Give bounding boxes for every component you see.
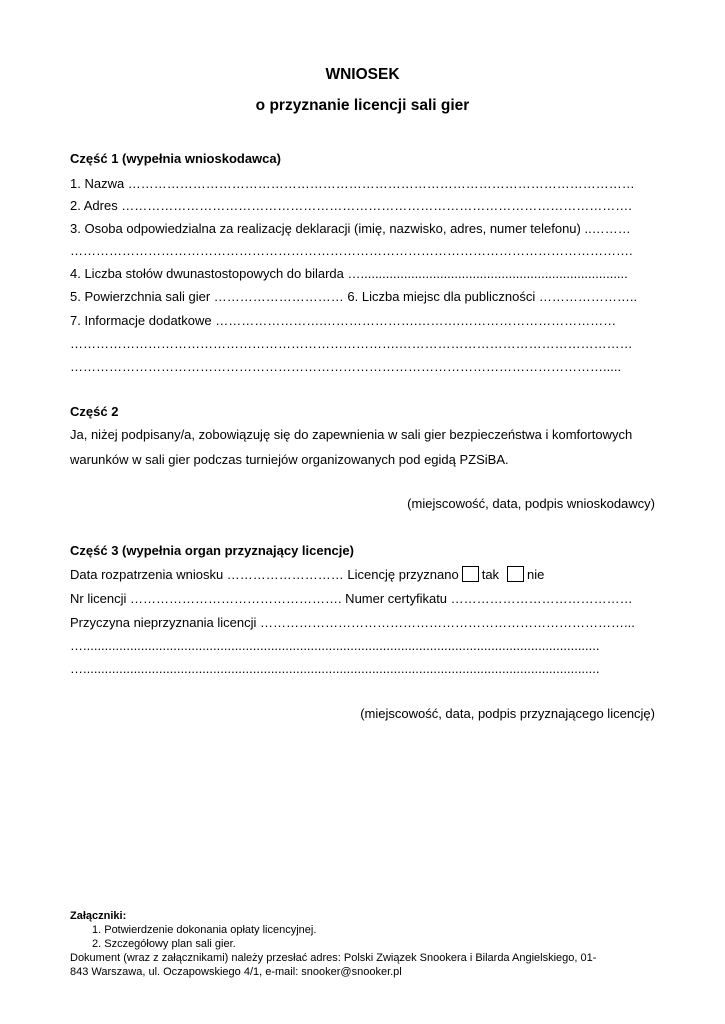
declaration-text-line1: Ja, niżej podpisany/a, zobowiązuję się do zapewnienia w sali gier bezpieczeństwa i komfortowych — [70, 427, 633, 442]
refusal-reason-continuation-1: …............................................................................................................................................... — [70, 638, 600, 653]
declaration-text-line2: warunków w sali gier podczas turniejów organizowanych pod egidą PZSiBA. — [70, 452, 509, 467]
granted-no-label: nie — [527, 567, 545, 582]
address-line: 2. Adres ………………………………………………………………………………………………………. — [70, 198, 632, 213]
document-subtitle: o przyznanie licencji sali gier — [255, 97, 470, 114]
document-title: WNIOSEK — [325, 66, 400, 83]
decision-line — [70, 566, 544, 582]
part3-heading: Część 3 (wypełnia organ przyznający licencje) — [70, 543, 354, 558]
attachment-item-2: 2. Szczegółowy plan sali gier. — [92, 938, 236, 950]
additional-info-continuation-1: ………………………………………………………………….……………………………………………… — [70, 336, 633, 351]
tables-count-line: 4. Liczba stołów dwunastostopowych do bilarda ….......................................................................... — [70, 266, 628, 281]
decision-date-label: Data rozpatrzenia wniosku ……………………… Licencję przyznano — [70, 567, 459, 582]
license-number-line: Nr licencji …………………………………………. Numer certyfikatu …………………………………… — [70, 591, 633, 606]
submission-note-line1: Dokument (wraz z załącznikami) należy przesłać adres: Polski Związek Snookera i Bilarda Angielskiego, 01- — [70, 952, 597, 964]
submission-note-line2: 843 Warszawa, ul. Oczapowskiego 4/1, e-mail: snooker@snooker.pl — [70, 966, 402, 978]
granted-no-checkbox[interactable] — [507, 566, 524, 582]
part1-heading: Część 1 (wypełnia wnioskodawca) — [70, 151, 281, 166]
attachment-item-1: 1. Potwierdzenie dokonania opłaty licencyjnej. — [92, 924, 317, 936]
area-seats-line: 5. Powierzchnia sali gier ………………………… 6. Liczba miejsc dla publiczności ………………….. — [70, 289, 638, 304]
responsible-person-continuation: …………………………………………………………………………………………………………………. — [70, 243, 633, 258]
granted-yes-label: tak — [481, 567, 500, 582]
responsible-person-line: 3. Osoba odpowiedzialna za realizację deklaracji (imię, nazwisko, adres, numer telefonu) ..……… — [70, 221, 631, 236]
applicant-signature-caption: (miejscowość, data, podpis wnioskodawcy) — [407, 496, 655, 511]
authority-signature-caption: (miejscowość, data, podpis przyznającego licencję) — [360, 706, 655, 721]
name-line: 1. Nazwa ……………………………………………………………………………………………………… — [70, 176, 635, 191]
refusal-reason-line: Przyczyna nieprzyznania licencji …………………………………………………………………………... — [70, 615, 635, 630]
part2-heading: Część 2 — [70, 404, 119, 419]
refusal-reason-continuation-2: …............................................................................................................................................... — [70, 661, 600, 676]
additional-info-line: 7. Informacje dodatkowe …………………….………………….……….……………………………… — [70, 313, 617, 328]
attachments-heading: Załączniki: — [70, 910, 127, 922]
granted-yes-checkbox[interactable] — [462, 566, 479, 582]
additional-info-continuation-2: ……………………………………………………………………………………………………………..... — [70, 359, 622, 374]
